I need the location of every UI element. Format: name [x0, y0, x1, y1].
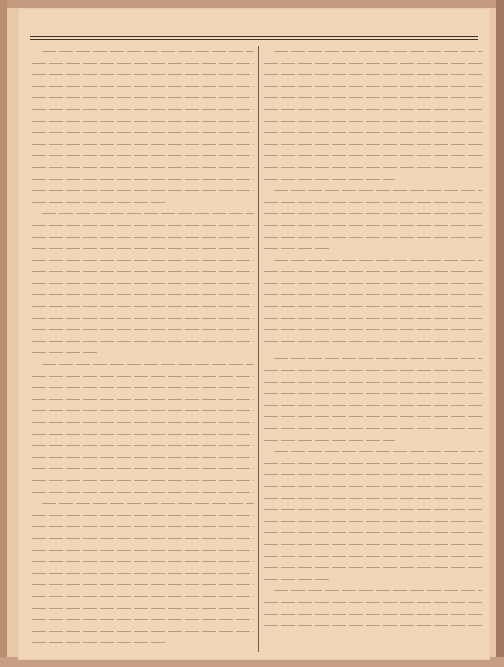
text-line-placeholder	[264, 527, 482, 539]
continuation-note	[264, 636, 482, 646]
text-line-placeholder	[32, 174, 254, 186]
right-paragraph-2	[264, 185, 482, 255]
right-paragraph-4	[264, 353, 482, 446]
text-line-placeholder	[264, 516, 482, 528]
scan-edge-left	[0, 0, 7, 667]
text-line-placeholder	[264, 116, 482, 128]
text-line-placeholder	[32, 232, 254, 244]
text-line-placeholder	[32, 603, 254, 615]
text-line-placeholder	[264, 174, 482, 186]
text-line-placeholder	[264, 220, 482, 232]
text-line-placeholder	[264, 197, 482, 209]
text-line-placeholder	[32, 463, 254, 475]
page-header	[18, 8, 490, 38]
left-paragraph-3	[32, 359, 254, 498]
text-line-placeholder	[32, 371, 254, 383]
scan-edge-top	[0, 0, 504, 8]
text-line-placeholder	[32, 545, 254, 557]
text-line-placeholder	[264, 243, 482, 255]
text-line-placeholder	[264, 469, 482, 481]
text-line-placeholder	[32, 556, 254, 568]
magazine-page	[18, 8, 490, 660]
text-line-placeholder	[32, 139, 254, 151]
text-line-placeholder	[32, 440, 254, 452]
text-line-placeholder	[264, 255, 482, 267]
text-line-placeholder	[264, 46, 482, 58]
text-line-placeholder	[264, 150, 482, 162]
right-paragraph-1	[264, 46, 482, 185]
text-line-placeholder	[264, 313, 482, 325]
text-line-placeholder	[32, 579, 254, 591]
text-line-placeholder	[32, 208, 254, 220]
text-line-placeholder	[264, 481, 482, 493]
text-line-placeholder	[264, 411, 482, 423]
column-divider	[258, 46, 259, 652]
text-line-placeholder	[264, 92, 482, 104]
text-line-placeholder	[32, 626, 254, 638]
text-line-placeholder	[264, 388, 482, 400]
text-line-placeholder	[32, 197, 254, 209]
left-paragraph-1	[32, 46, 254, 208]
text-line-placeholder	[264, 208, 482, 220]
text-line-placeholder	[264, 353, 482, 365]
text-line-placeholder	[264, 336, 482, 348]
text-line-placeholder	[264, 504, 482, 516]
text-line-placeholder	[32, 452, 254, 464]
text-line-placeholder	[32, 394, 254, 406]
right-column	[264, 46, 482, 652]
text-line-placeholder	[32, 324, 254, 336]
text-line-placeholder	[32, 162, 254, 174]
text-line-placeholder	[264, 609, 482, 621]
text-line-placeholder	[264, 69, 482, 81]
text-line-placeholder	[264, 185, 482, 197]
text-line-placeholder	[264, 289, 482, 301]
text-line-placeholder	[264, 324, 482, 336]
text-line-placeholder	[32, 405, 254, 417]
right-paragraph-5	[264, 446, 482, 585]
text-line-placeholder	[32, 278, 254, 290]
text-line-placeholder	[32, 313, 254, 325]
text-line-placeholder	[32, 591, 254, 603]
text-line-placeholder	[32, 301, 254, 313]
scan-edge-right	[496, 0, 504, 667]
text-line-placeholder	[264, 139, 482, 151]
text-line-placeholder	[32, 266, 254, 278]
text-line-placeholder	[32, 104, 254, 116]
text-line-placeholder	[32, 533, 254, 545]
text-line-placeholder	[32, 568, 254, 580]
text-line-placeholder	[264, 585, 482, 597]
text-line-placeholder	[32, 429, 254, 441]
text-line-placeholder	[32, 614, 254, 626]
text-line-placeholder	[32, 243, 254, 255]
text-line-placeholder	[32, 46, 254, 58]
left-paragraph-4	[32, 498, 254, 649]
text-line-placeholder	[32, 150, 254, 162]
text-line-placeholder	[264, 278, 482, 290]
text-line-placeholder	[264, 162, 482, 174]
text-line-placeholder	[264, 539, 482, 551]
text-line-placeholder	[32, 336, 254, 348]
text-line-placeholder	[264, 620, 482, 632]
text-line-placeholder	[264, 232, 482, 244]
text-line-placeholder	[264, 58, 482, 70]
text-line-placeholder	[264, 493, 482, 505]
text-line-placeholder	[264, 365, 482, 377]
text-line-placeholder	[32, 521, 254, 533]
left-paragraph-2	[32, 208, 254, 359]
text-line-placeholder	[264, 301, 482, 313]
text-line-placeholder	[32, 92, 254, 104]
header-rule	[30, 36, 478, 37]
header-rule-thin	[30, 39, 478, 40]
text-line-placeholder	[32, 417, 254, 429]
text-line-placeholder	[264, 551, 482, 563]
text-line-placeholder	[32, 382, 254, 394]
text-line-placeholder	[32, 58, 254, 70]
text-line-placeholder	[32, 359, 254, 371]
text-line-placeholder	[32, 347, 254, 359]
text-line-placeholder	[32, 510, 254, 522]
text-line-placeholder	[32, 487, 254, 499]
text-line-placeholder	[32, 127, 254, 139]
text-line-placeholder	[32, 498, 254, 510]
text-line-placeholder	[264, 446, 482, 458]
text-line-placeholder	[264, 423, 482, 435]
text-line-placeholder	[264, 377, 482, 389]
text-line-placeholder	[32, 255, 254, 267]
text-line-placeholder	[264, 597, 482, 609]
text-line-placeholder	[264, 562, 482, 574]
text-line-placeholder	[32, 185, 254, 197]
text-line-placeholder	[32, 637, 254, 649]
text-line-placeholder	[32, 289, 254, 301]
text-line-placeholder	[32, 81, 254, 93]
text-line-placeholder	[264, 266, 482, 278]
text-line-placeholder	[32, 475, 254, 487]
right-paragraph-3	[264, 255, 482, 348]
left-column	[32, 46, 254, 652]
text-line-placeholder	[264, 127, 482, 139]
right-paragraph-6	[264, 585, 482, 631]
text-line-placeholder	[264, 104, 482, 116]
text-line-placeholder	[32, 116, 254, 128]
text-line-placeholder	[264, 574, 482, 586]
text-line-placeholder	[264, 400, 482, 412]
text-line-placeholder	[32, 220, 254, 232]
text-line-placeholder	[264, 81, 482, 93]
text-line-placeholder	[32, 69, 254, 81]
text-line-placeholder	[264, 435, 482, 447]
text-line-placeholder	[264, 458, 482, 470]
